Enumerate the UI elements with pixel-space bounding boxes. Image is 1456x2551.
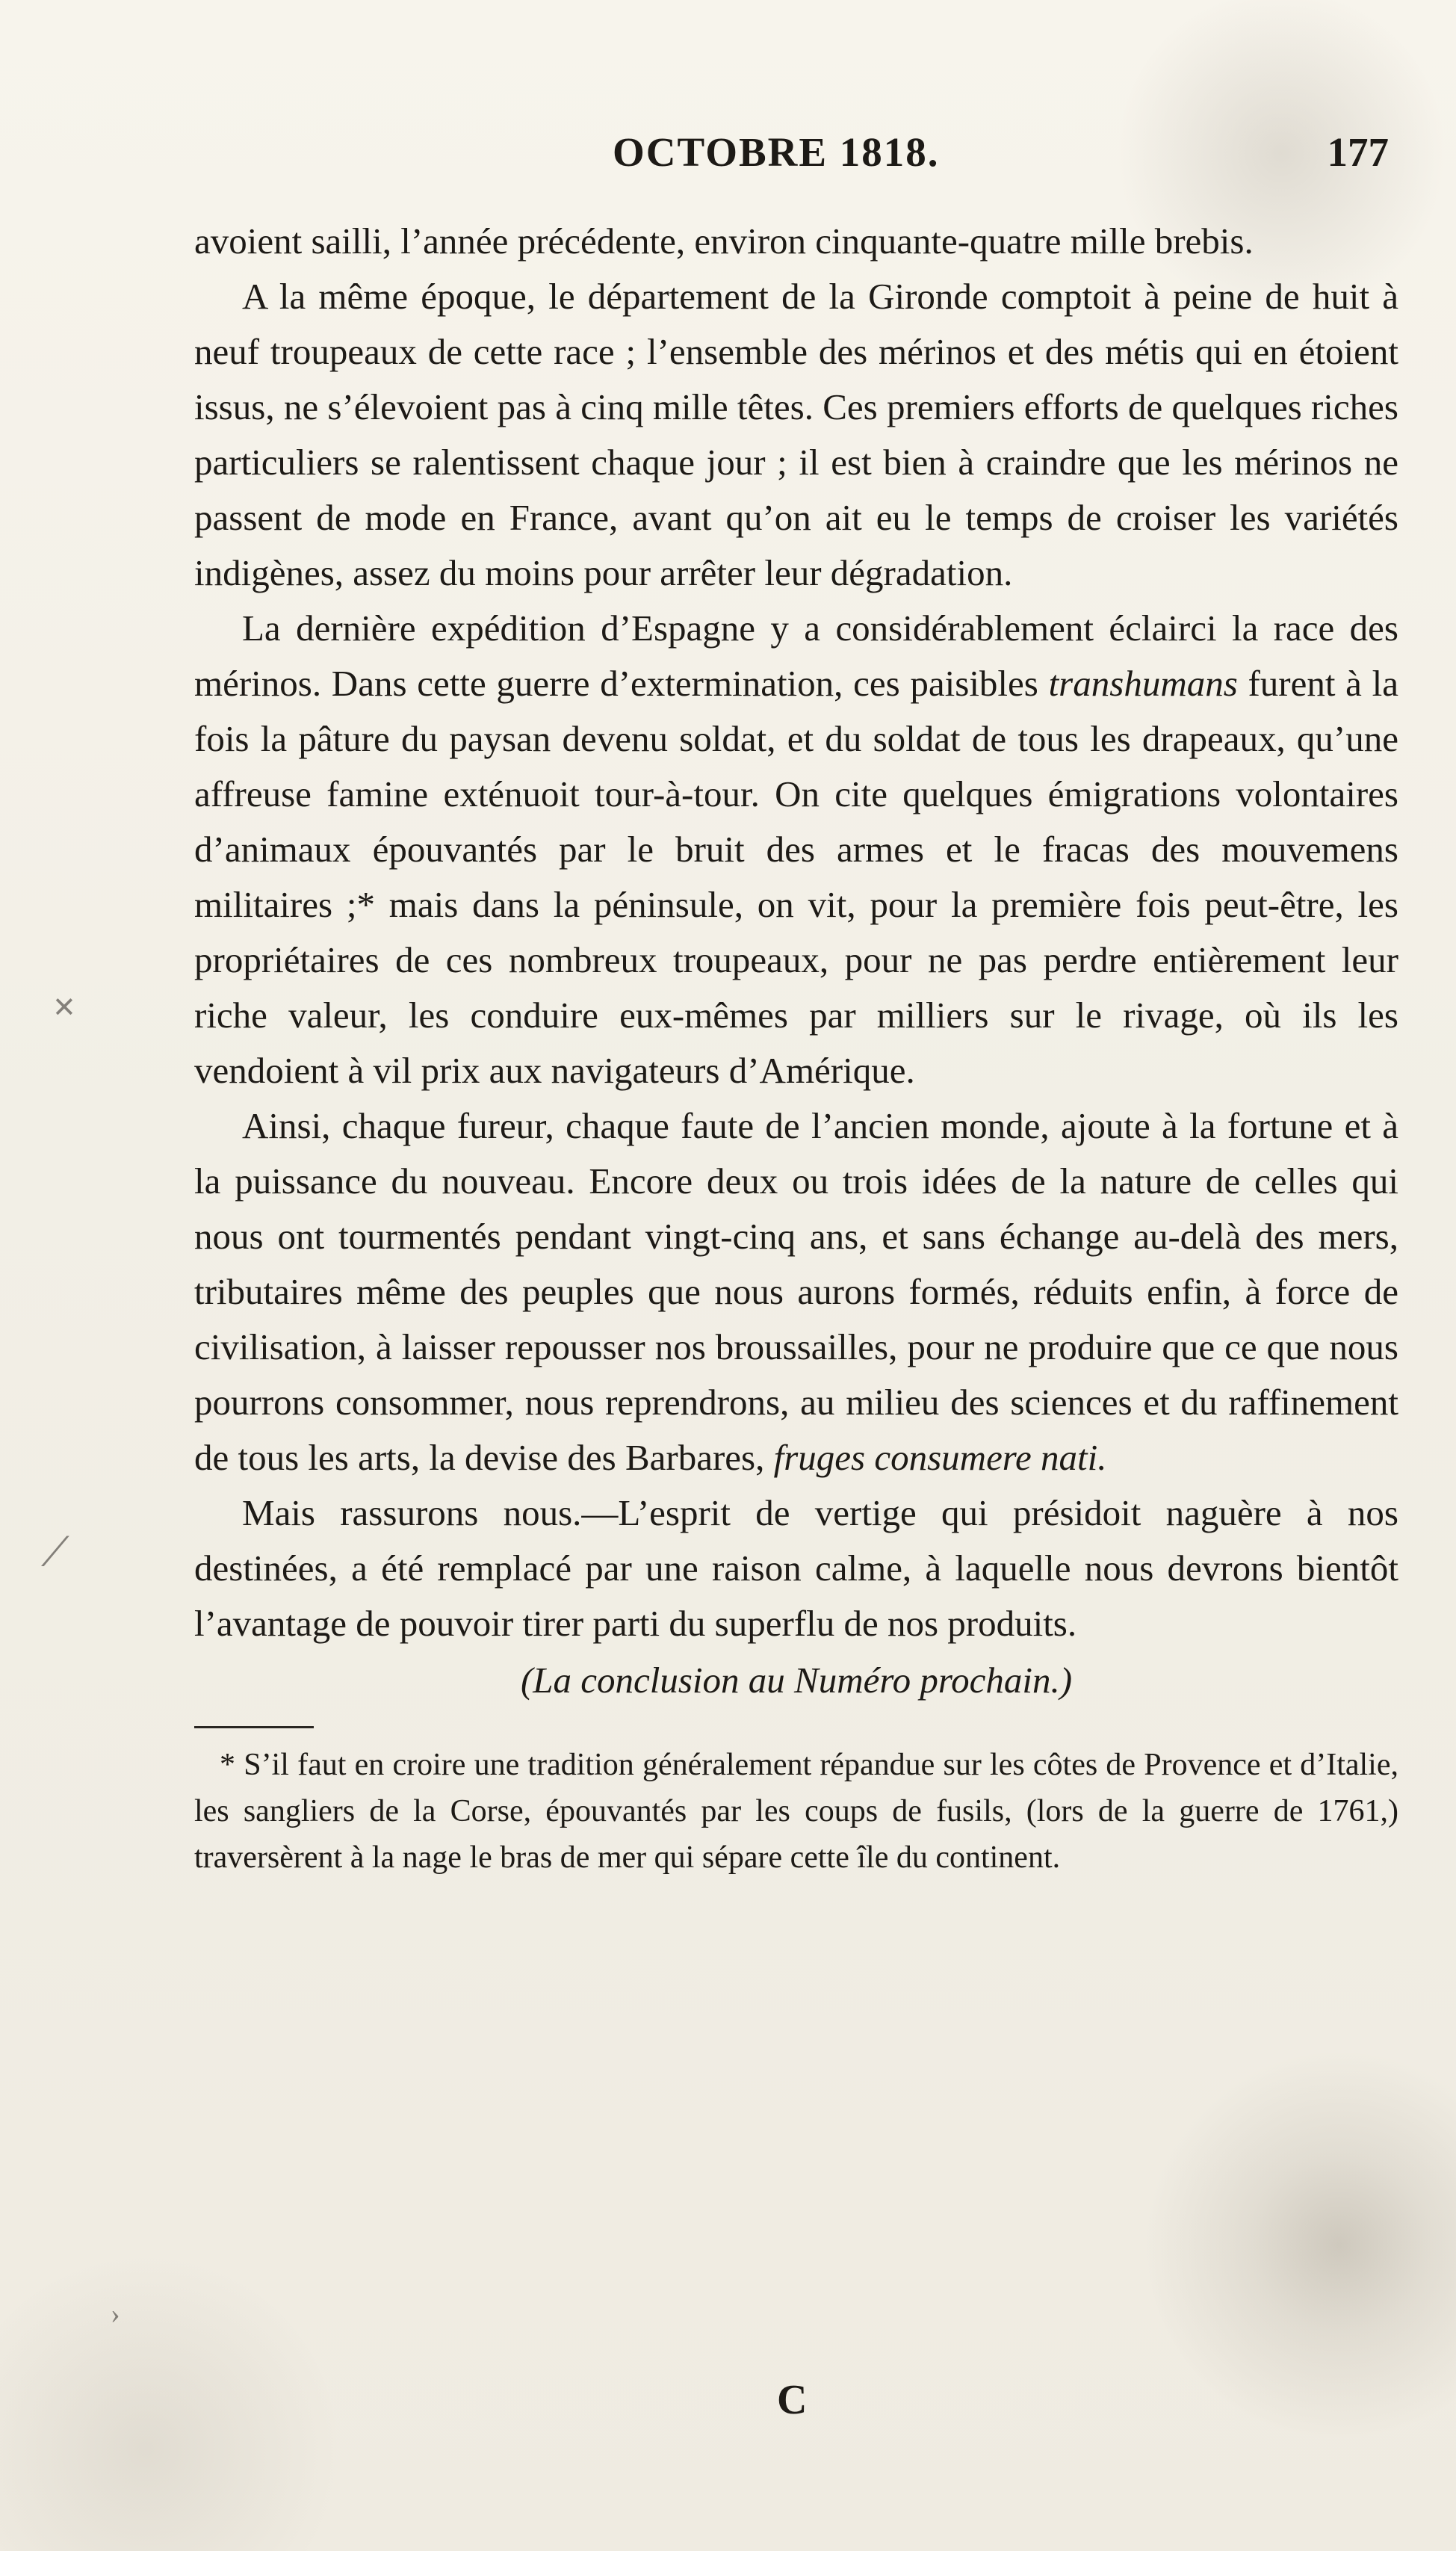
- paragraph-1: avoient sailli, l’année précédente, environ cinquante-quatre mille brebis.: [194, 220, 1254, 262]
- paragraph-3-text-before: La dernière expédition d’Espagne y a considérablement éclairci la race des mérinos. Dans cette guerre d’extermination, ces paisibles: [194, 607, 1398, 704]
- margin-mark: ›: [111, 2298, 120, 2330]
- running-title: OCTOBRE 1818.: [613, 129, 940, 175]
- page-header: [0, 129, 1456, 196]
- paragraph-2: A la même époque, le département de la Gironde comptoit à peine de huit à neuf troupeaux de cette race ; l’ensemble des mérinos et des métis qui en étoient issus, ne s’élevoient pas à cinq mille têtes. Ces premiers efforts de quelques riches particuliers se ralentissent chaque jour ; il est bien à craindre que les mérinos ne passent de mode en France, avant qu’on ait eu le temps de croiser les variétés indigènes, assez du moins pour arrêter leur dégradation.: [194, 276, 1398, 593]
- conclusion-note: (La conclusion au Numéro prochain.): [520, 1660, 1073, 1701]
- paragraph-4: [194, 1098, 1398, 1485]
- paragraph-5: Mais rassurons nous.—L’esprit de vertige qui présidoit naguère à nos destinées, a été remplacé par une raison calme, à laquelle nous devrons bientôt l’avantage de pouvoir tirer parti du superflu de nos produits.: [194, 1492, 1398, 1644]
- signature-mark: C: [777, 2377, 808, 2423]
- margin-mark: ⟋: [41, 1530, 69, 1574]
- paragraph-3: [194, 601, 1398, 1098]
- paragraph-4-text-before: Ainsi, chaque fureur, chaque faute de l’ancien monde, ajoute à la fortune et à la puissance du nouveau. Encore deux ou trois idées de la nature de celles qui nous ont tourmentés pendant vingt-cinq ans, et sans échange au-delà des mers, tributaires même des peuples que nous aurons formés, réduits enfin, à force de civilisation, à laisser repousser nos broussailles, pour ne produire que ce que nous pourrons consommer, nous reprendrons, au milieu des sciences et du raffinement de tous les arts, la devise des Barbares,: [194, 1105, 1398, 1478]
- latin-quote: fruges consumere nati.: [773, 1437, 1107, 1478]
- paragraph-3-text-after: furent à la fois la pâture du paysan devenu soldat, et du soldat de tous les drapeaux, qu’une affreuse famine exténuoit tour-à-tour. On cite quelques émigrations volontaires d’animaux épouvantés par le bruit des armes et le fracas des mouvemens militaires ;* mais dans la péninsule, on vit, pour la première fois peut-être, les propriétaires de ces nombreux troupeaux, pour ne pas perdre entièrement leur riche valeur, les conduire eux-mêmes par milliers sur le rivage, où ils les vendoient à vil prix aux navigateurs d’Amérique.: [194, 663, 1398, 1091]
- footnote-rule: [194, 1726, 314, 1728]
- page-body: [194, 214, 1398, 1881]
- margin-mark: ✕: [52, 992, 76, 1024]
- page-number: 177: [1327, 129, 1389, 175]
- footnote: * S’il faut en croire une tradition généralement répandue sur les côtes de Provence et d’Italie, les sangliers de la Corse, épouvantés par les coups de fusils, (lors de la guerre de 1761,) traversèrent à la nage le bras de mer qui sépare cette île du continent.: [194, 1748, 1398, 1875]
- italic-term: transhumans: [1048, 663, 1238, 704]
